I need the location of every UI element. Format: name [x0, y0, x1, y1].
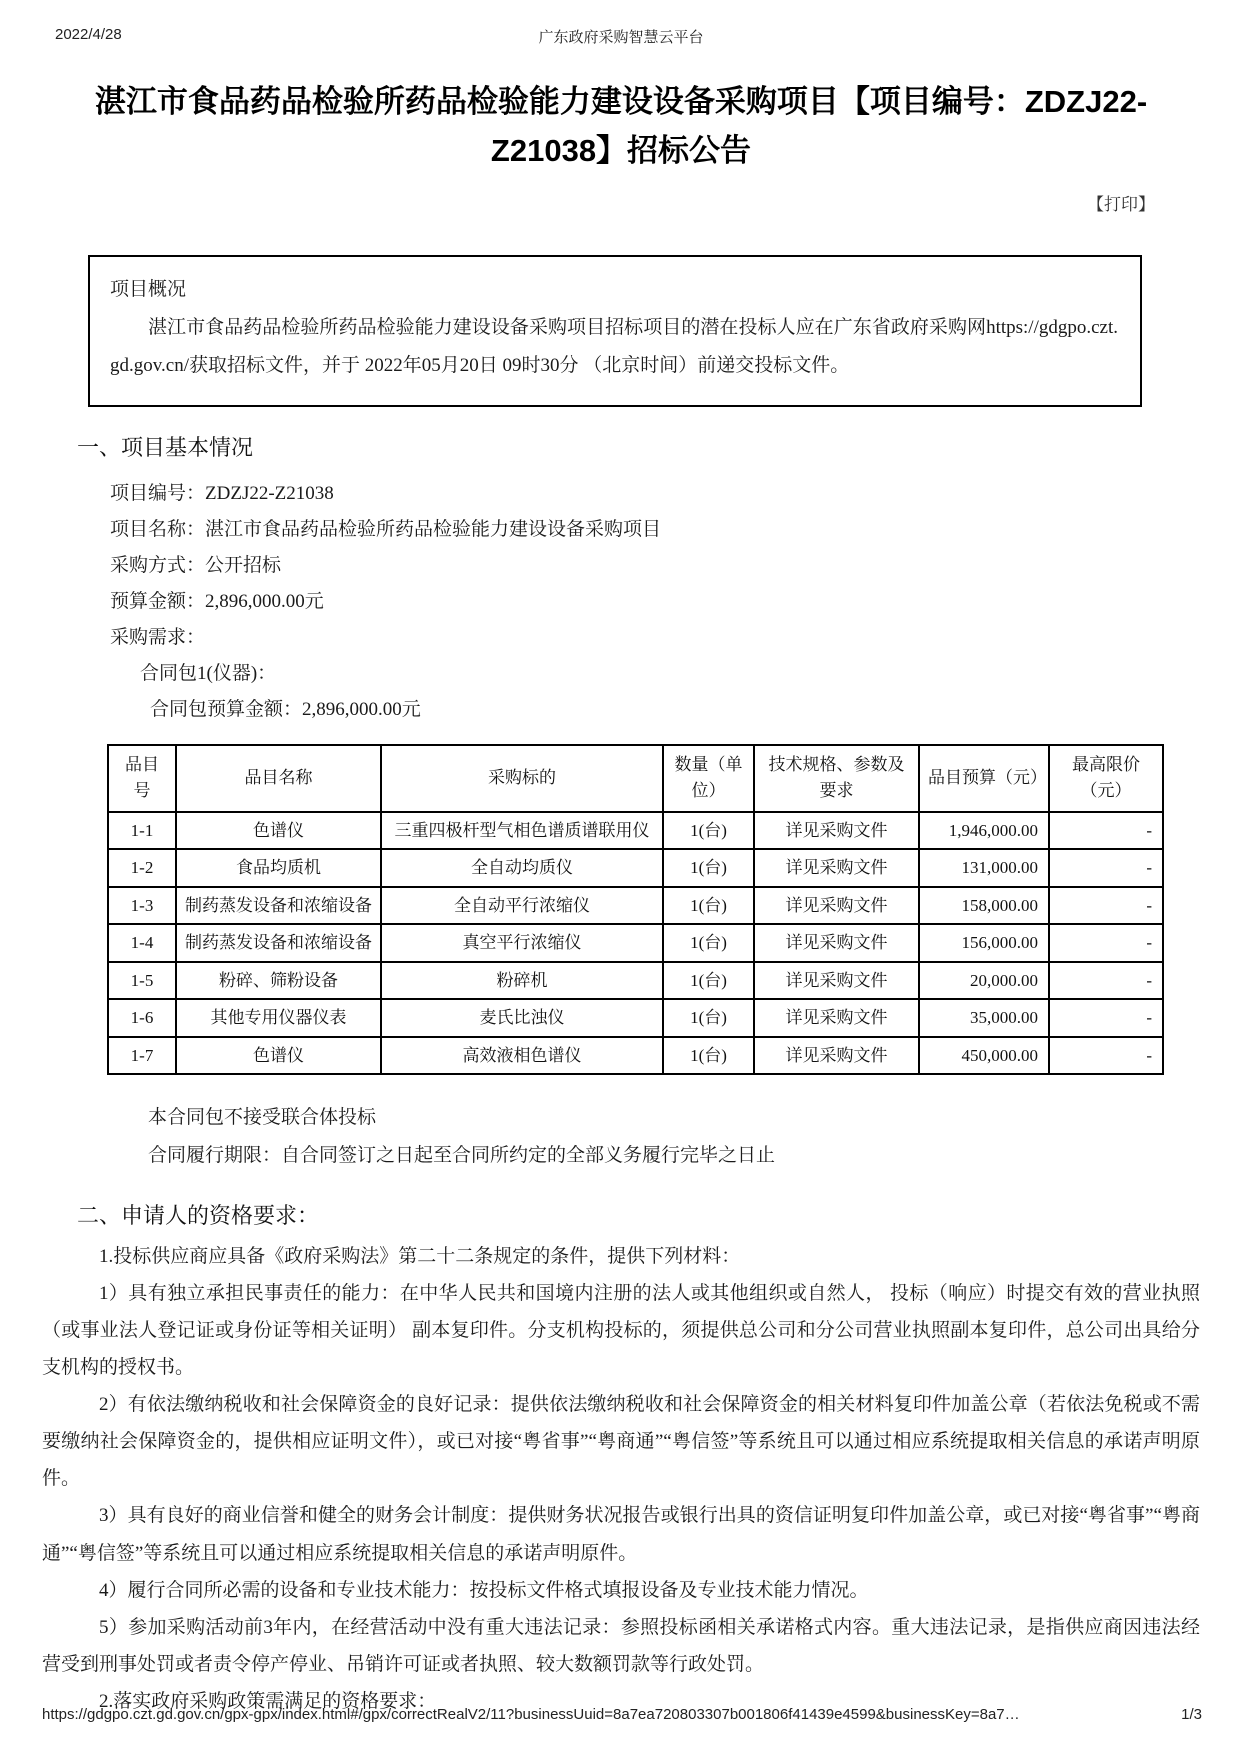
cell-specs: 详见采购文件 [754, 999, 919, 1037]
field-label: 预算金额： [110, 590, 206, 612]
cell-max-price: - [1049, 999, 1163, 1037]
cell-budget: 450,000.00 [919, 1037, 1049, 1075]
cell-quantity: 1(台) [663, 849, 754, 887]
cell-quantity: 1(台) [663, 812, 754, 850]
field-label: 采购需求： [110, 626, 206, 648]
cell-item-no: 1-5 [108, 962, 176, 1000]
cell-subject: 三重四极杆型气相色谱质谱联用仪 [381, 812, 663, 850]
cell-item-name: 粉碎、筛粉设备 [176, 962, 381, 1000]
overview-label: 项目概况 [110, 278, 187, 300]
cell-specs: 详见采购文件 [754, 924, 919, 962]
print-footer [42, 1706, 1202, 1723]
cell-item-name: 其他专用仪器仪表 [176, 999, 381, 1037]
footer-page-number: 1/3 [1181, 1706, 1202, 1723]
cell-item-no: 1-3 [108, 887, 176, 925]
print-button[interactable]: 【打印】 [1087, 194, 1155, 214]
field-budget-amount [110, 584, 1242, 620]
col-header-max-price: 最高限价（元） [1049, 745, 1163, 812]
cell-item-no: 1-1 [108, 812, 176, 850]
field-value: 2,896,000.00元 [205, 590, 324, 612]
field-procurement-demand [110, 620, 1242, 656]
col-header-quantity: 数量（单位） [663, 745, 754, 812]
field-label: 项目名称： [110, 518, 206, 540]
cell-item-no: 1-4 [108, 924, 176, 962]
note-contract-period: 合同履行期限：自合同签订之日起至合同所约定的全部义务履行完毕之日止 [148, 1145, 776, 1167]
requirement-paragraph: 3）具有良好的商业信誉和健全的财务会计制度：提供财务状况报告或银行出具的资信证明复印件加盖公章，或已对接“粤省事”“粤商通”“粤信签”等系统且可以通过相应系统提取相关信息的承诺声明原件。 [42, 1505, 1200, 1564]
cell-max-price: - [1049, 849, 1163, 887]
cell-budget: 20,000.00 [919, 962, 1049, 1000]
cell-subject: 麦氏比浊仪 [381, 999, 663, 1037]
cell-max-price: - [1049, 924, 1163, 962]
cell-item-name: 制药蒸发设备和浓缩设备 [176, 924, 381, 962]
print-date: 2022/4/28 [55, 26, 122, 43]
overview-text: 湛江市食品药品检验所药品检验能力建设设备采购项目招标项目的潜在投标人应在广东省政府采购网https://gdgpo.czt.gd.gov.cn/获取招标文件，并于 2022年05月20日 09时30分 （北京时间）前递交投标文件。 [110, 316, 1118, 376]
cell-specs: 详见采购文件 [754, 887, 919, 925]
col-header-item-name: 品目名称 [176, 745, 381, 812]
field-project-name [110, 512, 1242, 548]
cell-specs: 详见采购文件 [754, 849, 919, 887]
section1-heading: 一、项目基本情况 [77, 434, 254, 460]
requirement-paragraph: 1.投标供应商应具备《政府采购法》第二十二条规定的条件，提供下列材料： [99, 1246, 741, 1268]
overview-box [88, 255, 1142, 407]
field-label: 采购方式： [110, 554, 206, 576]
cell-specs: 详见采购文件 [754, 962, 919, 1000]
field-value: 湛江市食品药品检验所药品检验能力建设设备采购项目 [205, 518, 662, 540]
print-header [55, 26, 1187, 48]
field-value: 公开招标 [205, 554, 282, 576]
table-header-row [108, 745, 1163, 812]
cell-subject: 全自动平行浓缩仪 [381, 887, 663, 925]
field-project-number [110, 476, 1242, 512]
requirement-paragraph: 1）具有独立承担民事责任的能力：在中华人民共和国境内注册的法人或其他组织或自然人， 投标（响应）时提交有效的营业执照（或事业法人登记证或身份证等相关证明） 副本复印件。分支机构投标的，须提供总公司和分公司营业执照副本复印件，总公司出具给分支机构的授权书。 [42, 1283, 1200, 1379]
cell-subject: 高效液相色谱仪 [381, 1037, 663, 1075]
field-value: ZDZJ22-Z21038 [205, 482, 334, 504]
items-table [107, 744, 1164, 1075]
cell-item-name: 食品均质机 [176, 849, 381, 887]
contract-package-label: 合同包1(仪器)： [140, 662, 277, 684]
contract-budget-value: 2,896,000.00元 [302, 698, 421, 720]
requirement-paragraph: 4）履行合同所必需的设备和专业技术能力：按投标文件格式填报设备及专业技术能力情况。 [99, 1579, 869, 1601]
section2-heading: 二、申请人的资格要求： [77, 1203, 320, 1229]
cell-quantity: 1(台) [663, 999, 754, 1037]
cell-item-name: 色谱仪 [176, 812, 381, 850]
col-header-item-no: 品目号 [108, 745, 176, 812]
table-row [108, 999, 1163, 1037]
table-row [108, 849, 1163, 887]
table-row [108, 962, 1163, 1000]
col-header-specs: 技术规格、参数及要求 [754, 745, 919, 812]
cell-budget: 35,000.00 [919, 999, 1049, 1037]
cell-item-no: 1-6 [108, 999, 176, 1037]
page-title: 湛江市食品药品检验所药品检验能力建设设备采购项目【项目编号：ZDZJ22-Z21038】招标公告 [94, 84, 1148, 168]
print-link-row [0, 190, 1155, 215]
contract-budget-label: 合同包预算金额： [150, 698, 303, 720]
field-procurement-method [110, 548, 1242, 584]
cell-item-no: 1-7 [108, 1037, 176, 1075]
project-fields [110, 476, 1242, 728]
qualification-requirements [42, 1238, 1200, 1720]
requirement-paragraph: 2.落实政府采购政策需满足的资格要求： [99, 1690, 437, 1712]
contract-package-budget [150, 692, 1242, 728]
cell-quantity: 1(台) [663, 924, 754, 962]
cell-budget: 158,000.00 [919, 887, 1049, 925]
cell-budget: 1,946,000.00 [919, 812, 1049, 850]
cell-budget: 156,000.00 [919, 924, 1049, 962]
col-header-subject: 采购标的 [381, 745, 663, 812]
table-row [108, 887, 1163, 925]
cell-subject: 真空平行浓缩仪 [381, 924, 663, 962]
cell-specs: 详见采购文件 [754, 1037, 919, 1075]
col-header-budget: 品目预算（元） [919, 745, 1049, 812]
contract-notes [148, 1099, 1242, 1175]
table-row [108, 1037, 1163, 1075]
site-name: 广东政府采购智慧云平台 [538, 29, 704, 46]
cell-max-price: - [1049, 1037, 1163, 1075]
table-row [108, 924, 1163, 962]
contract-package-title [140, 656, 1242, 692]
cell-max-price: - [1049, 962, 1163, 1000]
cell-item-name: 制药蒸发设备和浓缩设备 [176, 887, 381, 925]
cell-quantity: 1(台) [663, 962, 754, 1000]
footer-url: https://gdgpo.czt.gd.gov.cn/gpx-gpx/index.html#/gpx/correctRealV2/11?businessUuid=8a7ea720803307b001806f41439e4599&businessKey=8a7… [42, 1706, 1020, 1723]
cell-item-name: 色谱仪 [176, 1037, 381, 1075]
cell-item-no: 1-2 [108, 849, 176, 887]
requirement-paragraph: 2）有依法缴纳税收和社会保障资金的良好记录：提供依法缴纳税收和社会保障资金的相关材料复印件加盖公章（若依法免税或不需要缴纳社会保障资金的，提供相应证明文件），或已对接“粤省事”“粤商通”“粤信签”等系统且可以通过相应系统提取相关信息的承诺声明原件。 [42, 1394, 1200, 1490]
field-label: 项目编号： [110, 482, 206, 504]
requirement-paragraph: 5）参加采购活动前3年内，在经营活动中没有重大违法记录：参照投标函相关承诺格式内容。重大违法记录，是指供应商因违法经营受到刑事处罚或者责令停产停业、吊销许可证或者执照、较大数额罚款等行政处罚。 [42, 1616, 1200, 1675]
cell-quantity: 1(台) [663, 887, 754, 925]
cell-quantity: 1(台) [663, 1037, 754, 1075]
table-row [108, 812, 1163, 850]
cell-budget: 131,000.00 [919, 849, 1049, 887]
cell-specs: 详见采购文件 [754, 812, 919, 850]
cell-max-price: - [1049, 812, 1163, 850]
cell-subject: 全自动均质仪 [381, 849, 663, 887]
cell-max-price: - [1049, 887, 1163, 925]
note-no-consortium: 本合同包不接受联合体投标 [148, 1107, 377, 1129]
cell-subject: 粉碎机 [381, 962, 663, 1000]
